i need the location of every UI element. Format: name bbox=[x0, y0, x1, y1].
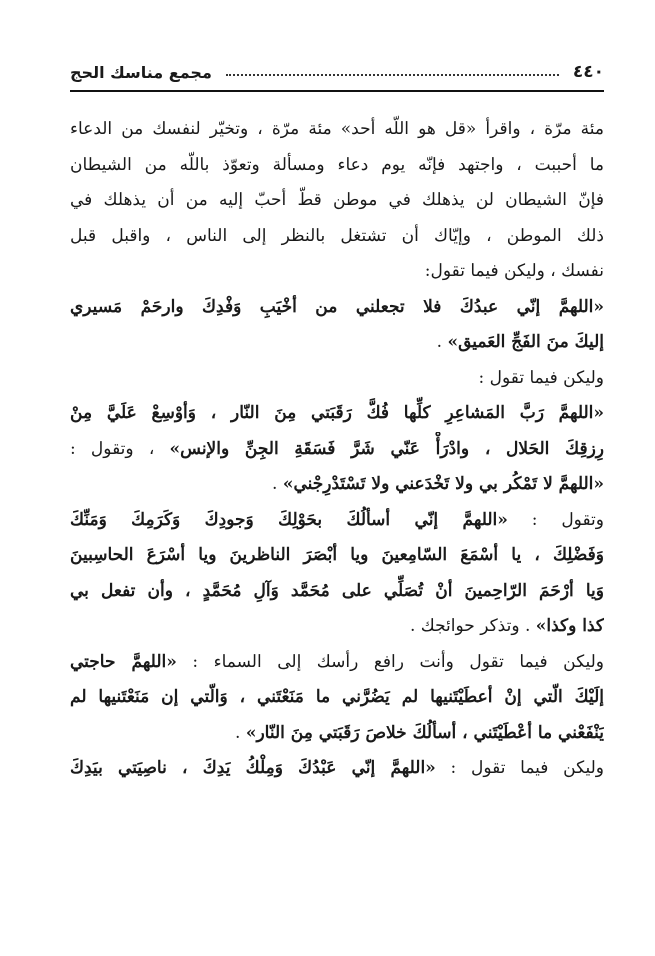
narrative-text: ما أحببت ، واجتهد فإنّه يوم دعاء ومسألة وتعوّذ باللّه من الشيطان bbox=[70, 154, 604, 175]
text-line bbox=[70, 574, 604, 610]
prayer-text: إلَيْكَ الّتي إنْ أعطَيْتَنيها لم يَضُرَّني ما مَنَعْتَني ، وَالّتي إن مَنَعْتَنيها لم bbox=[70, 687, 604, 707]
text-line bbox=[70, 396, 604, 432]
prayer-text: كذا وكذا» bbox=[535, 616, 604, 636]
header-rule bbox=[70, 90, 604, 92]
narrative-text: . bbox=[436, 332, 448, 352]
text-line bbox=[70, 538, 604, 574]
prayer-text: «اللهمَّ إنّي عَبْدُكَ وَمِلْكُ يَدِكَ ، ناصِيَتي بيَدِكَ bbox=[70, 758, 436, 778]
prayer-text: وَيا أرْحَمَ الرّاحِمينَ أنْ تُصَلِّي على مُحَمَّد وَآلِ مُحَمَّدٍ ، وأن تفعل بي bbox=[70, 580, 604, 601]
text-line bbox=[70, 432, 604, 468]
prayer-text: رِزقِكَ الحَلال ، وادْرَأْ عَنّي شَرَّ فَسَقَةِ الجِنِّ والإنس» bbox=[169, 438, 604, 459]
text-line bbox=[70, 645, 604, 681]
text-line bbox=[70, 467, 604, 503]
text-line bbox=[70, 716, 604, 752]
narrative-text: نفسك ، وليكن فيما تقول: bbox=[424, 261, 604, 281]
narrative-text: وليكن فيما تقول وأنت رافع رأسك إلى السماء : bbox=[176, 651, 604, 672]
text-line bbox=[70, 148, 604, 184]
prayer-text: «اللهمَّ إنّي عبدُكَ فلا تجعلني من أخْيَبِ وَفْدِكَ وارحَمْ مَسيري bbox=[70, 296, 604, 317]
narrative-text: فإنّ الشيطان لن يذهلك في موطن قطّ أحبّ إليه من أن يذهلك في bbox=[70, 190, 604, 210]
text-line bbox=[70, 219, 604, 255]
header-dotted-leader bbox=[226, 74, 559, 76]
prayer-text: «اللهمَّ رَبَّ المَشاعِرِ كلِّها فُكَّ رَقَبَتي مِنَ النّار ، وَأوْسِعْ عَلَيَّ مِنْ bbox=[70, 403, 604, 423]
text-line bbox=[70, 254, 604, 290]
narrative-text: وليكن فيما تقول : bbox=[478, 367, 604, 388]
narrative-text: . وتذكر حوائجك . bbox=[409, 616, 536, 636]
narrative-text: ذلك الموطن ، وإيّاك أن تشتغل بالنظر إلى الناس ، واقبل قبل bbox=[70, 225, 604, 246]
prayer-text: وَفَضْلِكَ ، يا أسْمَعَ السّامِعينَ ويا أبْصَرَ الناظرينَ ويا أسْرَعَ الحاسِبينَ bbox=[70, 545, 604, 565]
book-title: مجمع مناسك الحج bbox=[70, 62, 212, 82]
narrative-text: ، وتقول : bbox=[70, 438, 170, 459]
text-line bbox=[70, 751, 604, 787]
text-line bbox=[70, 112, 604, 148]
text-line bbox=[70, 183, 604, 219]
prayer-text: «اللهمَّ حاجتي bbox=[70, 651, 177, 672]
text-line bbox=[70, 609, 604, 645]
prayer-text: إليكَ منَ الفَجِّ العَميق» bbox=[447, 332, 604, 352]
text-line bbox=[70, 290, 604, 326]
page-number: ٤٤٠ bbox=[572, 62, 604, 82]
page-header bbox=[70, 58, 604, 86]
narrative-text: . bbox=[272, 474, 283, 494]
prayer-text: يَنْفَعْني ما أعْطَيْتَني ، أسألُكَ خلاصَ رَقَبَتي مِنَ النّار» bbox=[245, 722, 604, 743]
narrative-text: مئة مرّة ، واقرأ «قل هو اللّه أحد» مئة مرّة ، وتخيّر لنفسك من الدعاء bbox=[70, 119, 604, 139]
text-line bbox=[70, 503, 604, 539]
text-line bbox=[70, 361, 604, 397]
narrative-text: . bbox=[235, 722, 246, 743]
text-line bbox=[70, 325, 604, 361]
prayer-text: «اللهمَّ لا تَمْكُر بي ولا تَخْدَعني ولا تَسْتَدْرِجْني» bbox=[282, 474, 604, 494]
body-text bbox=[70, 112, 604, 787]
narrative-text: وتقول : bbox=[507, 509, 604, 530]
text-line bbox=[70, 680, 604, 716]
narrative-text: وليكن فيما تقول : bbox=[435, 758, 604, 778]
prayer-text: «اللهمَّ إنّي أسألُكَ بحَوْلِكَ وَجودِكَ وَكَرَمِكَ وَمَنِّكَ bbox=[70, 509, 508, 530]
